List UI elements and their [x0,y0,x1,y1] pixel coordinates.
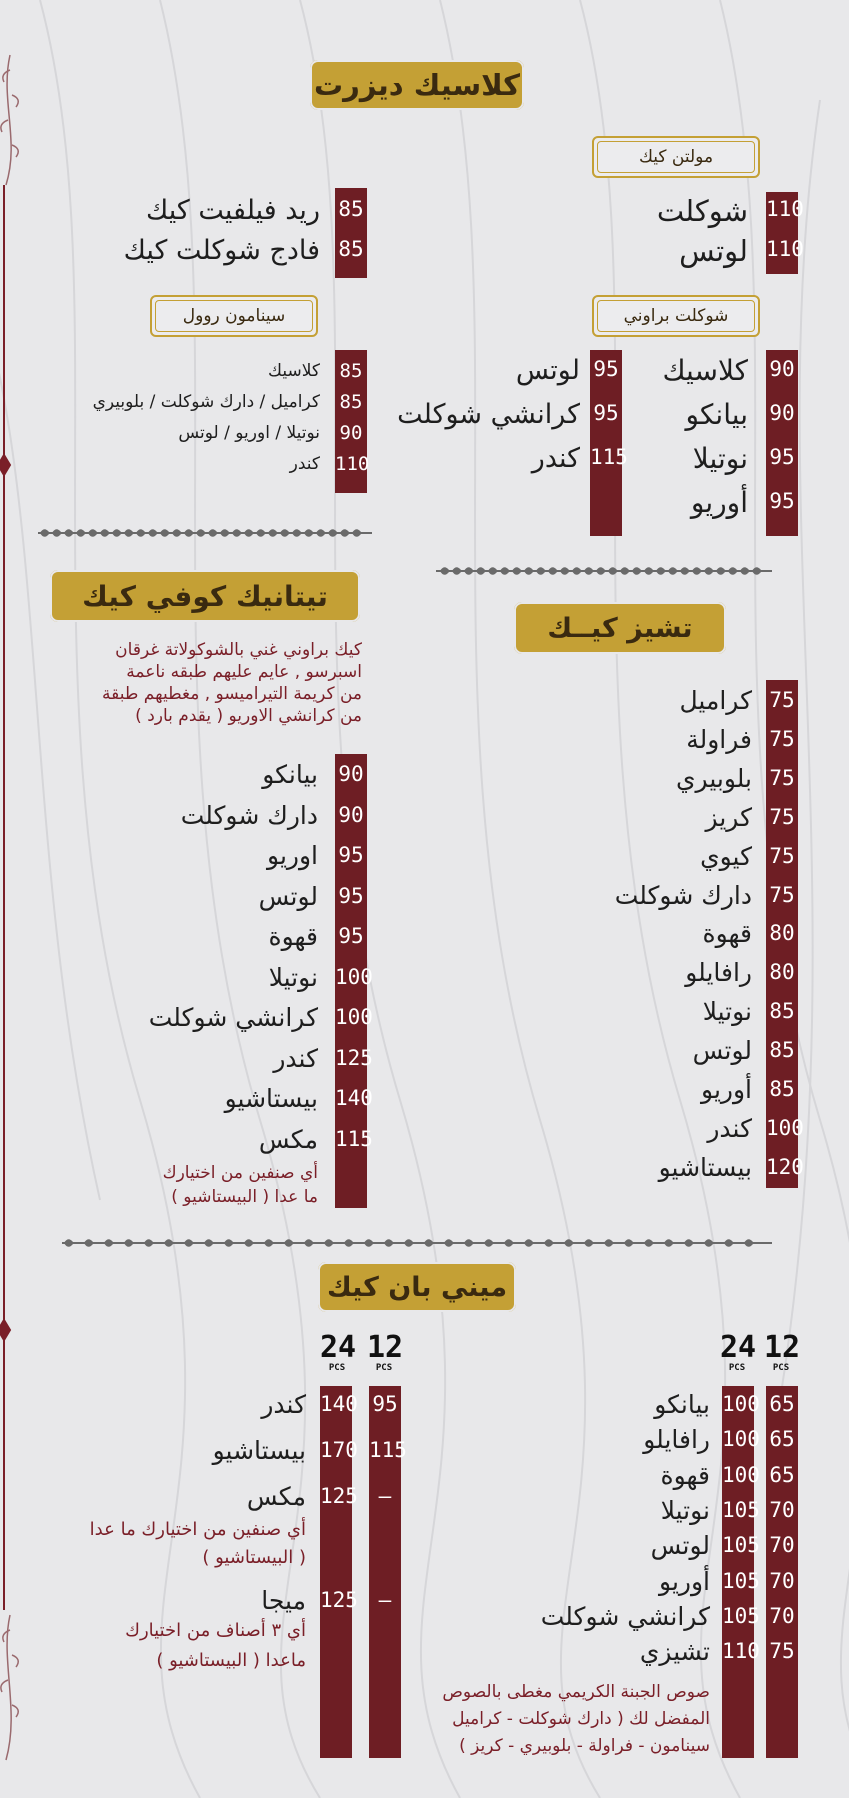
menu-item-name: أوريو [701,1075,752,1104]
price-tag: 90 [769,357,795,381]
price-tag: 85 [769,999,795,1024]
menu-item-name: كراميل / دارك شوكلت / بلوبيري [92,392,320,412]
price-tag: – [378,1484,392,1508]
price-tag: 140 [320,1392,358,1416]
menu-item-name: دارك شوكلت [180,800,318,830]
menu-item-name: ميجا [261,1586,306,1615]
menu-item-name: بيانكو [685,398,748,431]
price-tag: 80 [769,960,795,985]
price-tag: 110 [766,197,804,221]
price-tag: 85 [769,1077,795,1101]
price-tag: 90 [339,422,363,444]
price-tag: 70 [769,1533,795,1558]
menu-item-name: كرانشي شوكلت [148,1003,318,1032]
menu-item-name: كندر [707,1113,752,1143]
menu-item-name: لوتس [679,234,748,268]
price-tag: 90 [338,802,364,827]
menu-item-name: لوتس [692,1036,752,1066]
price-tag: 75 [769,1639,795,1664]
price-tag: 95 [593,401,619,425]
titanic-banner [50,570,360,622]
price-tag: 140 [335,1086,373,1110]
menu-item-name: نوتيلا [268,962,318,992]
menu-item-name: أوريو [659,1566,710,1596]
pcs-count: 24 [720,1330,757,1365]
menu-note: اسبرسو , عايم عليهم طبقه ناعمة [126,662,362,682]
price-tag: 85 [338,197,364,221]
menu-item-name: فراولة [686,724,752,754]
menu-note: ماعدا ( البيستاشيو ) [156,1650,306,1671]
menu-item-name: قهوة [702,919,752,949]
price-tag: 65 [769,1427,795,1452]
cheesecake-title: تشيز كيــك [547,612,693,644]
cheesecake-banner [514,602,726,654]
price-tag: 95 [338,843,364,867]
titanic-title: تيتانيك كوفي كيك [82,579,328,613]
price-tag: 75 [769,765,795,790]
price-tag: 90 [338,762,364,786]
price-tag: 75 [769,882,795,907]
menu-item-name: كراميل [679,686,752,715]
mini-pancake-banner [318,1262,516,1312]
menu-note: أي صنفين من اختيارك ما عدا [89,1519,306,1540]
price-tag: 115 [590,445,628,469]
price-tag: 110 [766,237,804,261]
pcs-unit: PCS [728,1363,746,1373]
pcs-count: 12 [367,1330,404,1365]
pcs-12-header-left [367,1330,404,1373]
price-tag: 100 [766,1115,804,1140]
pcs-24-header-right [720,1330,757,1373]
menu-item-name: أوريو [690,486,748,519]
price-tag: 90 [769,401,795,425]
cinnamon-roll-label [150,295,318,337]
menu-note: المفضل لك ( دارك شوكلت - كراميل [452,1709,710,1729]
menu-item-name: بلوبيري [675,763,752,793]
menu-item-name: اوريو [267,841,318,870]
classic-dessert-title: كلاسيك ديزرت [314,68,520,102]
price-tag: 105 [722,1568,760,1593]
menu-note: ( البيستاشيو ) [202,1547,306,1568]
price-tag: 100 [335,964,373,989]
menu-item-name: كندر [273,1043,318,1073]
menu-item-name: بيستاشيو [224,1084,318,1113]
menu-note: كيك براوني غني بالشوكولاتة غرقان [115,640,362,660]
price-tag: 70 [769,1568,795,1593]
molten-cake-title: مولتن كيك [638,147,714,167]
menu-item-name: بيانكو [262,760,318,789]
price-tag: 70 [769,1603,795,1628]
menu-item-name: نوتيلا / اوريو / لوتس [178,423,320,443]
price-tag: 125 [320,1484,358,1508]
price-tag: 70 [769,1497,795,1522]
price-tag: 170 [320,1438,358,1462]
menu-item-name: كريز [705,802,752,832]
pcs-unit: PCS [375,1363,393,1373]
menu-item-name: نوتيلا [692,442,748,475]
menu-item-name: كندر [531,443,580,474]
price-tag: 105 [722,1497,760,1522]
menu-item-name: فادج شوكلت كيك [123,235,320,266]
menu-item-name: لوتس [258,881,318,911]
price-tag: 75 [769,688,795,712]
pcs-count: 12 [764,1330,801,1365]
menu-item-name: بيستاشيو [658,1152,752,1182]
price-tag: 85 [339,391,363,413]
menu-note: من كرانشي الاوريو ( يقدم بارد ) [135,706,362,726]
price-tag: 120 [766,1154,804,1179]
menu-item-name: لوتس [650,1531,710,1561]
price-tag: 95 [769,445,795,469]
price-tag: 95 [769,489,795,513]
chocolate-brownie-title: شوكلت براوني [623,306,729,326]
price-tag: 65 [769,1462,795,1487]
menu-item-name: قهوة [268,922,318,951]
menu-item-name: شوكلت [656,194,748,228]
price-tag: 75 [769,804,795,829]
price-tag: 95 [338,883,364,908]
menu-item-name: دارك شوكلت [614,880,752,910]
menu-item-name: بيستاشيو [212,1436,306,1465]
pcs-24-header-left [320,1330,357,1373]
price-tag: 85 [769,1038,795,1063]
menu-item-name: لوتس [515,355,580,386]
price-tag: 80 [769,921,795,946]
price-tag: 95 [338,924,364,948]
mini-pancake-title: ميني بان كيك [326,1271,508,1303]
price-tag: 100 [335,1005,373,1029]
classic-dessert-banner [310,60,524,110]
price-tag: 110 [335,453,370,475]
menu-item-name: نوتيلا [660,1495,710,1525]
price-tag: 95 [372,1392,398,1416]
price-tag: 125 [335,1045,373,1070]
pcs-unit: PCS [328,1363,346,1373]
menu-note: سينامون - فراولة - بلوبيري - كريز ) [459,1736,710,1756]
pcs-unit: PCS [772,1363,790,1373]
menu-item-name: كلاسيك [268,361,320,381]
price-tag: 100 [722,1392,760,1416]
menu-item-name: كيوي [700,841,752,871]
menu-item-name: كندر [261,1390,306,1419]
price-tag: 115 [369,1438,407,1462]
menu-item-name: ريد فيلفيت كيك [146,195,320,226]
menu-item-name: قهوة [660,1460,710,1490]
chocolate-brownie-label [592,295,760,337]
pcs-count: 24 [320,1330,357,1365]
price-tag: 75 [769,843,795,868]
price-tag: 100 [722,1462,760,1487]
menu-item-name: تشيزي [639,1637,710,1667]
menu-item-name: كندر [289,454,320,474]
price-tag: 110 [722,1639,760,1664]
price-tag: 105 [722,1533,760,1558]
price-tag: 100 [722,1427,760,1452]
price-tag: 115 [335,1126,373,1151]
price-tag: 75 [769,726,795,751]
price-tag: 125 [320,1588,358,1612]
menu-note: صوص الجبنة الكريمي مغطى بالصوص [442,1682,710,1702]
menu-item-name: مكس [246,1482,306,1511]
price-tag: 105 [722,1603,760,1628]
menu-note: أي ٣ أصناف من اختيارك [125,1620,306,1641]
price-tag: – [378,1588,392,1612]
menu-item-name: رافايلو [643,1425,710,1455]
menu-note: أي صنفين من اختيارك [162,1163,318,1183]
menu-item-name: رافايلو [685,958,752,988]
molten-cake-label [592,136,760,178]
menu-item-name: نوتيلا [702,997,752,1027]
menu-item-name: كرانشي شوكلت [540,1601,710,1631]
menu-item-name: بيانكو [654,1390,710,1419]
menu-item-name: كرانشي شوكلت [397,399,580,430]
menu-note: ما عدا ( البيستاشيو ) [171,1187,318,1207]
menu-item-name: كلاسيك [662,354,748,387]
cinnamon-roll-title: سينامون روول [182,306,286,326]
price-tag: 95 [593,357,619,381]
price-tag: 85 [339,360,363,382]
menu-item-name: مكس [258,1124,318,1154]
menu-note: من كريمة التيراميسو , مغطيهم طبقة [102,684,362,704]
price-tag: 85 [338,237,364,261]
price-tag: 65 [769,1392,795,1416]
pcs-12-header-right [764,1330,801,1373]
